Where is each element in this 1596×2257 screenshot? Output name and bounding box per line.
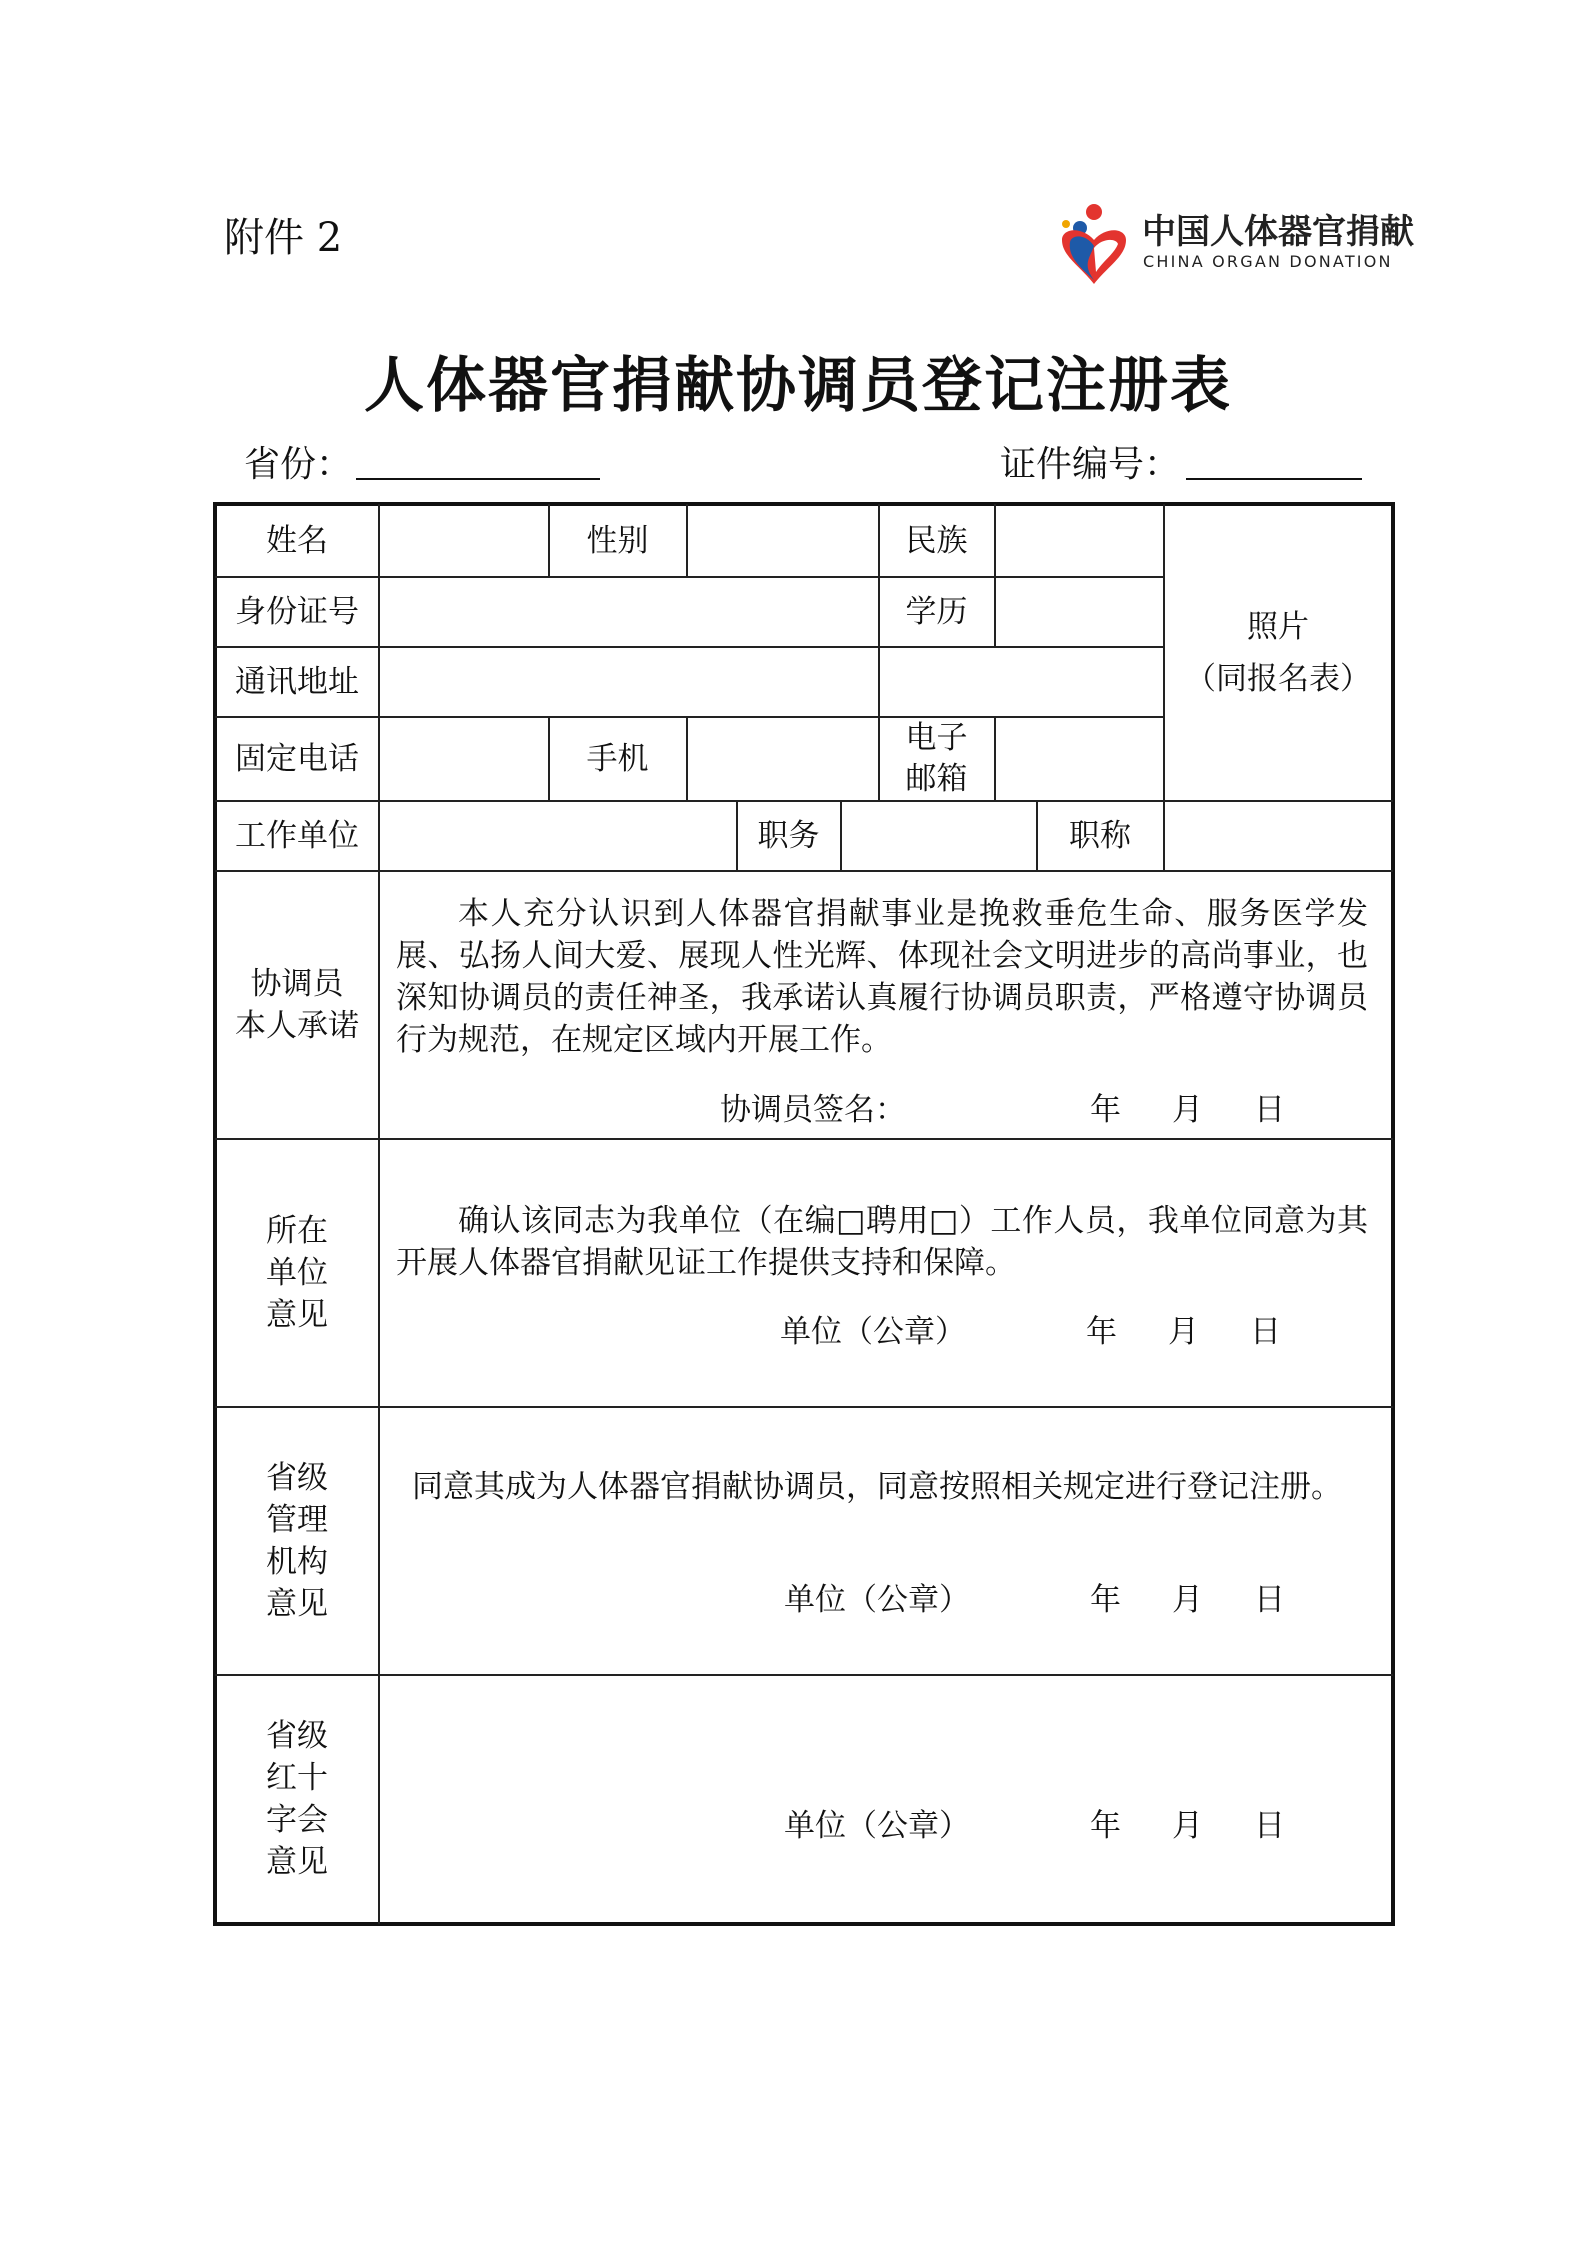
- gender-label: 性别: [586, 522, 649, 559]
- provincial-opinion-label: 省级 管理 机构 意见: [266, 1460, 328, 1622]
- pledge-text: 本人充分认识到人体器官捐献事业是挽救垂危生命、服务医学发展、弘扬人间大爱、展现人性光辉、体现社会文明进步的高尚事业，也深知协调员的责任神圣，我承诺认真履行协调员职责，严格遵守协调员行为规范，在规定区域内开展工作。: [396, 896, 1368, 1058]
- row-divider: [215, 870, 1393, 872]
- work-unit-input[interactable]: [380, 802, 735, 870]
- education-label: 学历: [905, 593, 968, 630]
- landline-input[interactable]: [380, 718, 547, 800]
- address-input[interactable]: [380, 648, 1162, 716]
- redcross-date-year: 年: [1090, 1808, 1121, 1844]
- id-number-label: 身份证号: [235, 593, 359, 630]
- position-label: 职务: [757, 817, 820, 854]
- mobile-label: 手机: [586, 740, 649, 777]
- provincial-seal-label[interactable]: 单位（公章）: [784, 1582, 970, 1618]
- redcross-date-day: 日: [1254, 1808, 1285, 1844]
- address-label: 通讯地址: [235, 663, 359, 700]
- organ-donation-logo: [1052, 200, 1412, 286]
- row-divider: [215, 1138, 1393, 1140]
- redcross-seal-label[interactable]: 单位（公章）: [784, 1808, 970, 1844]
- unit-date-day: 日: [1250, 1314, 1281, 1350]
- provincial-opinion-text: 同意其成为人体器官捐献协调员，同意按照相关规定进行登记注册。: [412, 1469, 1342, 1505]
- province-label: 省份：: [244, 444, 353, 485]
- landline-label: 固定电话: [235, 740, 359, 777]
- column-divider: [378, 504, 380, 1924]
- unit-date-month: 月: [1168, 1314, 1199, 1350]
- gender-input[interactable]: [688, 506, 877, 576]
- form-title: 人体器官捐献协调员登记注册表: [364, 351, 1232, 421]
- title-rank-input[interactable]: [1165, 802, 1391, 870]
- id-number-input[interactable]: [380, 578, 877, 646]
- provincial-date-month: 月: [1172, 1582, 1203, 1618]
- pledge-label: 协调员 本人承诺: [235, 966, 359, 1044]
- pledge-date-year: 年: [1090, 1092, 1121, 1128]
- ethnicity-label: 民族: [905, 522, 968, 559]
- photo-label: 照片: [1247, 609, 1309, 645]
- provincial-date-year: 年: [1090, 1582, 1121, 1618]
- cert-number-input[interactable]: [1186, 478, 1362, 480]
- name-label: 姓名: [266, 522, 328, 559]
- province-input[interactable]: [356, 478, 600, 480]
- pledge-signature-label[interactable]: 协调员签名：: [720, 1092, 906, 1128]
- ethnicity-input[interactable]: [996, 506, 1162, 576]
- logo-text-en: CHINA ORGAN DONATION: [1143, 252, 1393, 271]
- redcross-opinion-label: 省级 红十 字会 意见: [266, 1718, 328, 1880]
- redcross-date-month: 月: [1172, 1808, 1203, 1844]
- education-input[interactable]: [996, 578, 1162, 646]
- logo-text-cn: 中国人体器官捐献: [1142, 212, 1414, 252]
- attachment-label: 附件 2: [224, 215, 343, 261]
- name-input[interactable]: [380, 506, 547, 576]
- title-rank-label: 职称: [1069, 817, 1131, 854]
- photo-box[interactable]: [1165, 506, 1391, 800]
- work-unit-label: 工作单位: [235, 817, 359, 854]
- logo-icon: [1052, 200, 1138, 286]
- email-input[interactable]: [996, 718, 1162, 800]
- unit-opinion-label: 所在 单位 意见: [266, 1213, 328, 1333]
- mobile-input[interactable]: [688, 718, 877, 800]
- photo-note: （同报名表）: [1185, 661, 1371, 697]
- row-divider: [215, 1674, 1393, 1676]
- unit-date-year: 年: [1086, 1314, 1117, 1350]
- position-input[interactable]: [842, 802, 1035, 870]
- cert-number-label: 证件编号：: [1000, 444, 1181, 485]
- unit-seal-label[interactable]: 单位（公章）: [780, 1314, 966, 1350]
- pledge-date-month: 月: [1172, 1092, 1203, 1128]
- email-label: 电子 邮箱: [905, 720, 968, 797]
- provincial-date-day: 日: [1254, 1582, 1285, 1618]
- pledge-date-day: 日: [1254, 1092, 1285, 1128]
- row-divider: [215, 1406, 1393, 1408]
- unit-opinion-text: 确认该同志为我单位（在编□聘用□）工作人员，我单位同意为其开展人体器官捐献见证工作提供支持和保障。: [396, 1203, 1368, 1281]
